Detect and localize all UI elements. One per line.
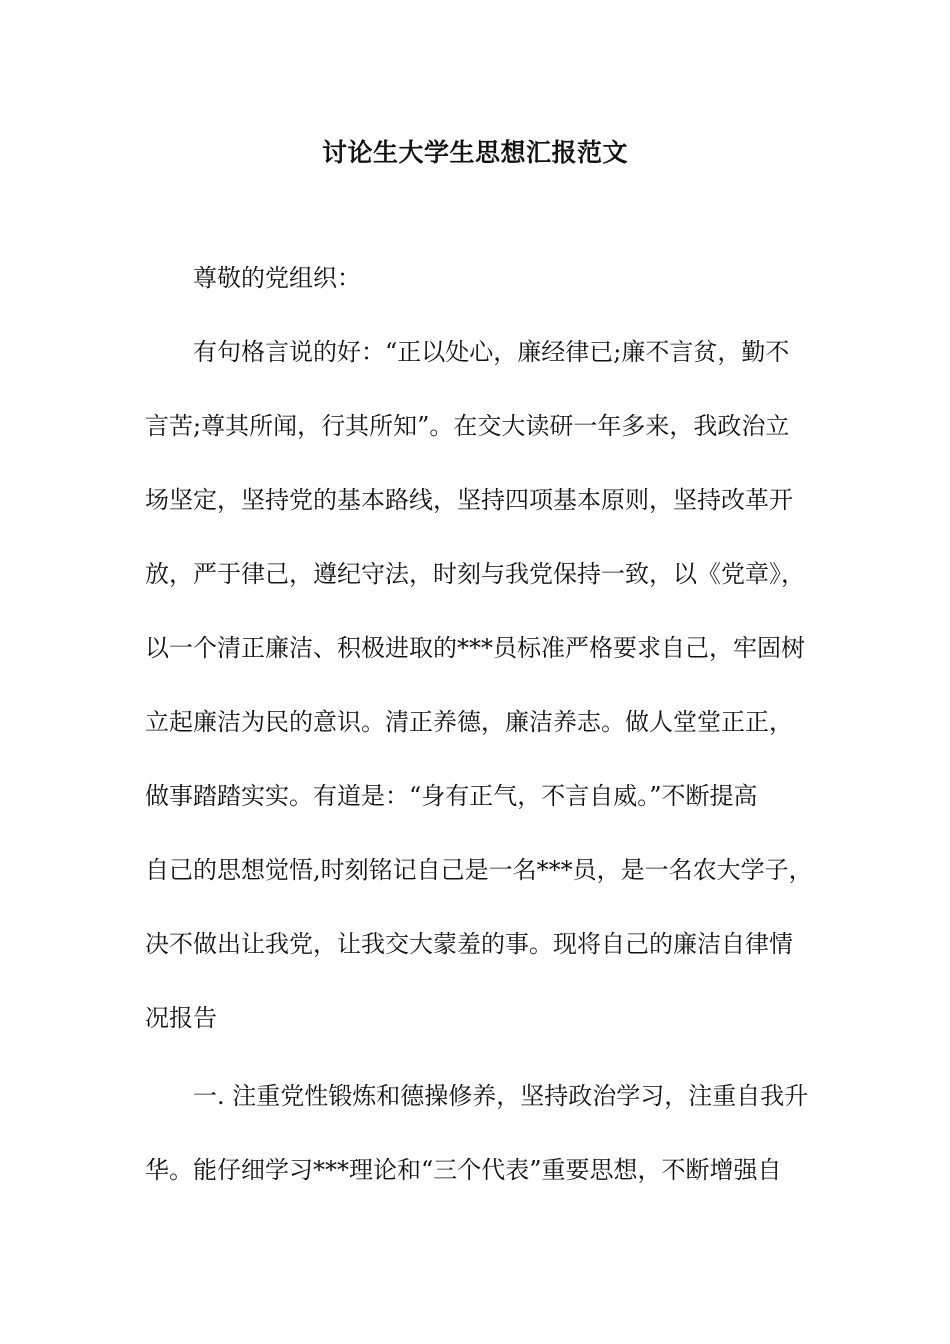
body-line: 以一个清正廉洁、积极进取的***员标准严格要求自己，牢固树 xyxy=(145,634,805,662)
salutation: 尊敬的党组织： xyxy=(193,264,361,292)
body-line: 华。能仔细学习***理论和“三个代表”重要思想，不断增强自 xyxy=(145,1156,782,1184)
body-line: 立起廉洁为民的意识。清正养德，廉洁养志。做人堂堂正正， xyxy=(145,708,793,736)
section-heading-line: 一. 注重党性锻炼和德操修养，坚持政治学习，注重自我升 xyxy=(193,1082,809,1110)
body-line: 场坚定，坚持党的基本路线，坚持四项基本原则，坚持改革开 xyxy=(145,486,793,514)
body-line: 有句格言说的好：“正以处心，廉经律已;廉不言贫，勤不 xyxy=(193,338,790,366)
document-title: 讨论生大学生思想汇报范文 xyxy=(321,138,628,167)
body-line: 做事踏踏实实。有道是：“身有正气，不言自威。”不断提高 xyxy=(145,782,758,810)
body-line: 决不做出让我党，让我交大蒙羞的事。现将自己的廉洁自律情 xyxy=(145,930,793,958)
body-line: 放，严于律己，遵纪守法，时刻与我党保持一致，以《党章》， xyxy=(145,560,805,588)
body-line: 况报告 xyxy=(145,1004,217,1032)
body-line: 自己的思想觉悟,时刻铭记自己是一名***员，是一名农大学子， xyxy=(145,856,813,884)
body-line: 言苦;尊其所闻，行其所知”。在交大读研一年多来，我政治立 xyxy=(145,412,790,440)
